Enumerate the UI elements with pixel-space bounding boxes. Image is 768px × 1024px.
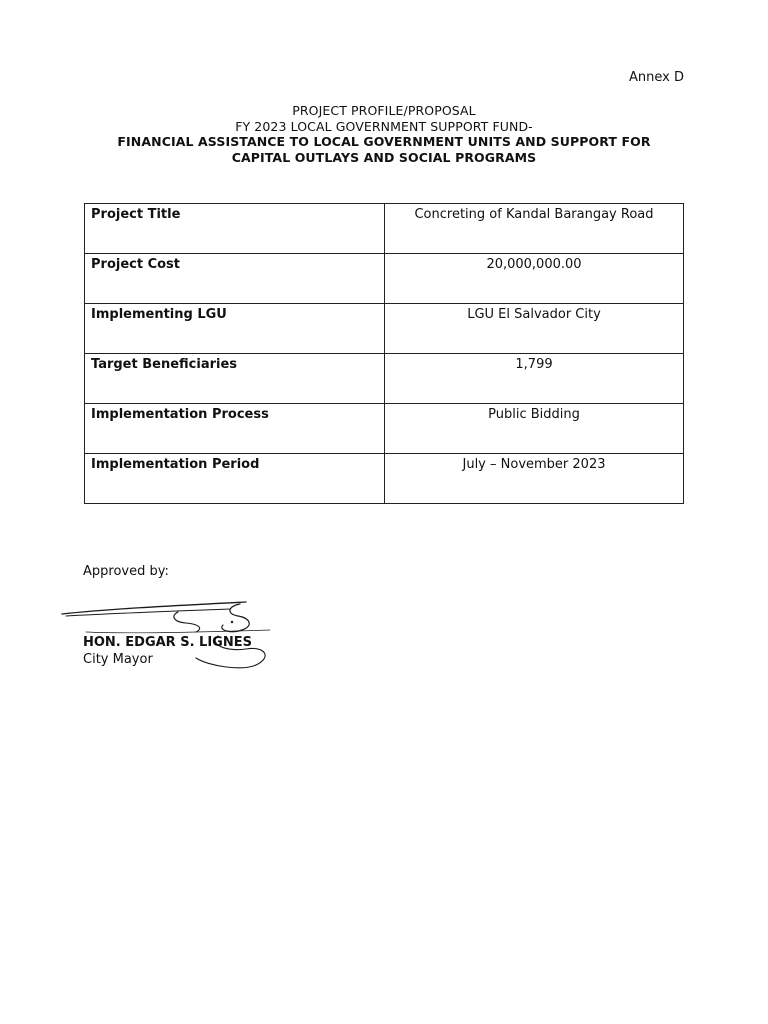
row-value-implementation-process: Public Bidding [385, 404, 684, 454]
row-value-project-title: Concreting of Kandal Barangay Road [385, 204, 684, 254]
approved-by-label: Approved by: [83, 564, 169, 579]
row-label-implementing-lgu: Implementing LGU [85, 304, 385, 354]
row-value-implementation-period: July – November 2023 [385, 454, 684, 504]
row-label-project-title: Project Title [85, 204, 385, 254]
signatory-title: City Mayor [83, 652, 153, 667]
row-value-project-cost: 20,000,000.00 [385, 254, 684, 304]
row-value-target-beneficiaries: 1,799 [385, 354, 684, 404]
heading-line-1: PROJECT PROFILE/PROPOSAL [292, 103, 476, 118]
table-row [85, 404, 684, 454]
table-row [85, 204, 684, 254]
table-row [85, 354, 684, 404]
heading-line-2: FY 2023 LOCAL GOVERNMENT SUPPORT FUND- [235, 118, 533, 134]
heading-line-3: FINANCIAL ASSISTANCE TO LOCAL GOVERNMENT UNITS AND SUPPORT FOR [117, 134, 651, 149]
table-row [85, 304, 684, 354]
annex-label: Annex D [629, 70, 684, 85]
row-label-implementation-process: Implementation Process [85, 404, 385, 454]
project-profile-table [84, 203, 684, 504]
signatory-name: HON. EDGAR S. LIGNES [83, 635, 252, 650]
table-row [85, 254, 684, 304]
document-heading [40, 103, 728, 165]
row-label-implementation-period: Implementation Period [85, 454, 385, 504]
row-label-project-cost: Project Cost [85, 254, 385, 304]
heading-line-4: CAPITAL OUTLAYS AND SOCIAL PROGRAMS [231, 149, 537, 165]
row-value-implementing-lgu: LGU El Salvador City [385, 304, 684, 354]
row-label-target-beneficiaries: Target Beneficiaries [85, 354, 385, 404]
table-row [85, 454, 684, 504]
